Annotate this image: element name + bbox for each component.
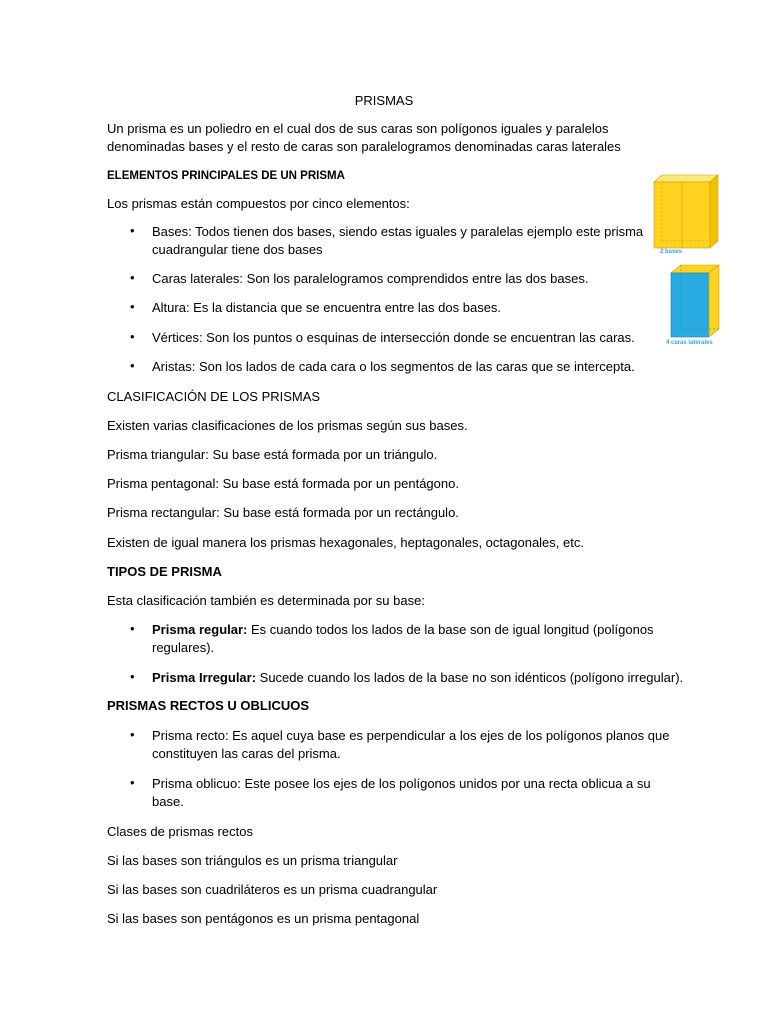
paragraph-line: Prisma triangular: Su base está formada por un triángulo. bbox=[107, 447, 438, 462]
list-item: Aristas: Son los lados de cada cara o los segmentos de las caras que se intercepta. bbox=[152, 359, 635, 374]
bullet-icon: • bbox=[130, 299, 135, 314]
list-item: Prisma oblicuo: Este posee los ejes de los polígonos unidos por una recta oblicua a su bbox=[152, 776, 651, 791]
paragraph-line: Si las bases son cuadriláteros es un prisma cuadrangular bbox=[107, 882, 438, 897]
intro-line-1: Un prisma es un poliedro en el cual dos de sus caras son polígonos iguales y paralelos bbox=[107, 121, 609, 136]
paragraph-line: Prisma rectangular: Su base está formada por un rectángulo. bbox=[107, 505, 459, 520]
list-item: Bases: Todos tienen dos bases, siendo estas iguales y paralelas ejemplo este prisma bbox=[152, 224, 644, 239]
bullet-icon: • bbox=[130, 358, 135, 373]
bullet-icon: • bbox=[130, 669, 135, 684]
bullet-icon: • bbox=[130, 775, 135, 790]
list-item: Caras laterales: Son los paralelogramos comprendidos entre las dos bases. bbox=[152, 271, 589, 286]
list-item: Altura: Es la distancia que se encuentra entre las dos bases. bbox=[152, 300, 502, 315]
elements-intro: Los prismas están compuestos por cinco elementos: bbox=[107, 196, 410, 211]
figure-caption-bases: 2 bases bbox=[660, 249, 683, 255]
bullet-icon: • bbox=[130, 223, 135, 238]
bullet-icon: • bbox=[130, 270, 135, 285]
list-item-continued: regulares). bbox=[152, 640, 215, 655]
bullet-icon: • bbox=[130, 329, 135, 344]
elements-heading: ELEMENTOS PRINCIPALES DE UN PRISMA bbox=[107, 170, 345, 182]
prism-lateral-faces-figure bbox=[665, 262, 725, 342]
paragraph-line: Clases de prismas rectos bbox=[107, 824, 253, 839]
classification-heading: CLASIFICACIÓN DE LOS PRISMAS bbox=[107, 389, 321, 404]
intro-line-2: denominadas bases y el resto de caras son paralelogramos denominadas caras laterales bbox=[107, 139, 621, 154]
figure-caption-lateral: 4 caras laterales bbox=[666, 340, 713, 346]
paragraph-line: Prisma pentagonal: Su base está formada por un pentágono. bbox=[107, 476, 459, 491]
paragraph-line: Si las bases son triángulos es un prisma triangular bbox=[107, 853, 398, 868]
list-item-continued: cuadrangular tiene dos bases bbox=[152, 242, 323, 257]
page-title: PRISMAS bbox=[354, 93, 414, 108]
term-label: Prisma Irregular: bbox=[152, 670, 257, 685]
bullet-icon: • bbox=[130, 727, 135, 742]
term-label: Prisma regular: bbox=[152, 622, 248, 637]
types-intro: Esta clasificación también es determinada por su base: bbox=[107, 593, 425, 608]
term-text: Es cuando todos los lados de la base son de igual longitud (polígonos bbox=[247, 622, 654, 637]
list-item-continued: base. bbox=[152, 794, 184, 809]
types-heading: TIPOS DE PRISMA bbox=[107, 564, 222, 579]
paragraph-line: Existen varias clasificaciones de los prismas según sus bases. bbox=[107, 418, 468, 433]
bullet-icon: • bbox=[130, 621, 135, 636]
list-item: Vértices: Son los puntos o esquinas de intersección donde se encuentran las caras. bbox=[152, 330, 635, 345]
paragraph-line: Existen de igual manera los prismas hexagonales, heptagonales, octagonales, etc. bbox=[107, 535, 584, 550]
list-item: Prisma recto: Es aquel cuya base es perpendicular a los ejes de los polígonos planos que bbox=[152, 728, 670, 743]
paragraph-line: Si las bases son pentágonos es un prisma pentagonal bbox=[107, 911, 420, 926]
list-item bbox=[152, 669, 683, 687]
term-text: Sucede cuando los lados de la base no son idénticos (polígono irregular). bbox=[256, 670, 684, 685]
list-item bbox=[152, 621, 654, 639]
list-item-continued: constituyen las caras del prisma. bbox=[152, 746, 341, 761]
oblique-heading: PRISMAS RECTOS U OBLICUOS bbox=[107, 698, 310, 713]
